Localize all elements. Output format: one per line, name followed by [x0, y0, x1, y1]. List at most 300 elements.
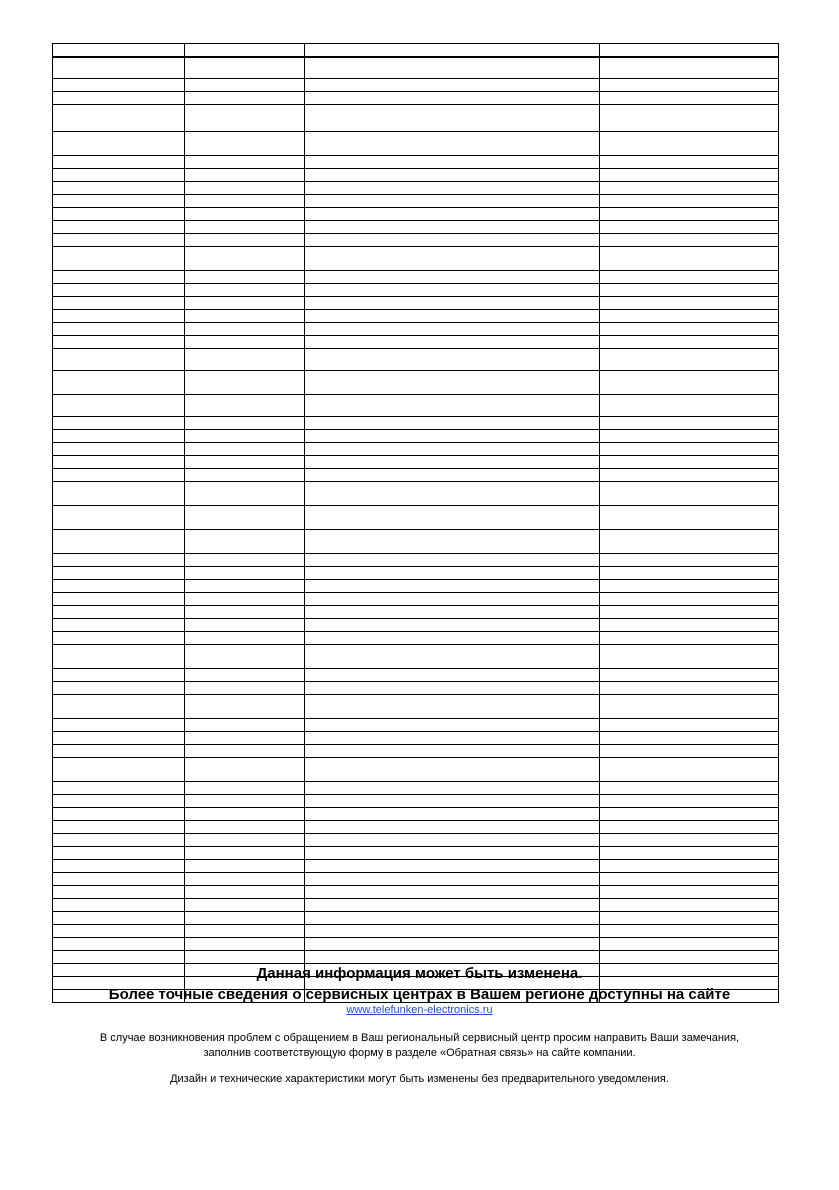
table-row [53, 925, 779, 938]
table-cell [53, 271, 185, 284]
table-cell [305, 182, 600, 195]
table-cell [600, 482, 779, 506]
table-cell [305, 79, 600, 92]
table-cell [185, 682, 305, 695]
table-cell [600, 221, 779, 234]
table-cell [53, 834, 185, 847]
table-cell [53, 395, 185, 417]
table-cell [53, 297, 185, 310]
design-disclaimer: Дизайн и технические характеристики могут быть изменены без предварительного уведомления. [170, 1073, 669, 1085]
table-cell [305, 297, 600, 310]
table-cell [600, 310, 779, 323]
table-row [53, 182, 779, 195]
table-cell [600, 834, 779, 847]
feedback-line-1: В случае возникновения проблем с обращением в Ваш региональный сервисный центр просим направить Ваши замечания, [99, 1032, 740, 1044]
table-row [53, 847, 779, 860]
table-cell [600, 297, 779, 310]
table-cell [185, 899, 305, 912]
table-cell [53, 669, 185, 682]
table-cell [600, 632, 779, 645]
table-cell [600, 606, 779, 619]
table-row [53, 443, 779, 456]
table-cell [600, 808, 779, 821]
table-cell [185, 57, 305, 79]
table-row [53, 834, 779, 847]
table-cell [305, 695, 600, 719]
table-cell [53, 899, 185, 912]
table-cell [53, 619, 185, 632]
table-cell [600, 443, 779, 456]
table-cell [600, 847, 779, 860]
feedback-note [0, 1031, 839, 1061]
table-row [53, 430, 779, 443]
table-cell [600, 57, 779, 79]
table-cell [185, 208, 305, 221]
table-cell [600, 336, 779, 349]
table-cell [185, 593, 305, 606]
table-cell [53, 234, 185, 247]
table-cell [600, 925, 779, 938]
table-row [53, 695, 779, 719]
table-row [53, 808, 779, 821]
table-cell [185, 169, 305, 182]
notice-subtitle: Более точные сведения о сервисных центрах в Вашем регионе доступны на сайте [108, 986, 731, 1003]
table-cell [185, 530, 305, 554]
table-cell [305, 554, 600, 567]
table-cell [305, 873, 600, 886]
service-centers-table [52, 43, 779, 1003]
table-cell [600, 873, 779, 886]
table-cell [305, 808, 600, 821]
website-link-container [0, 1003, 839, 1017]
table-cell [600, 79, 779, 92]
table-cell [53, 105, 185, 132]
table-cell [305, 57, 600, 79]
table-cell [305, 323, 600, 336]
table-row [53, 899, 779, 912]
table-cell [600, 169, 779, 182]
table-cell [185, 195, 305, 208]
table-row [53, 669, 779, 682]
table-cell [53, 808, 185, 821]
table-row [53, 554, 779, 567]
table-cell [185, 695, 305, 719]
table-cell [185, 873, 305, 886]
table-cell [53, 732, 185, 745]
table-cell [185, 336, 305, 349]
table-row [53, 247, 779, 271]
table-row [53, 323, 779, 336]
table-header-cell [53, 44, 185, 57]
table-cell [600, 860, 779, 873]
table-cell [305, 371, 600, 395]
table-cell [600, 506, 779, 530]
table-cell [53, 745, 185, 758]
table-cell [53, 719, 185, 732]
table-cell [600, 105, 779, 132]
table-cell [53, 567, 185, 580]
table-cell [185, 821, 305, 834]
table-cell [305, 745, 600, 758]
table-cell [600, 695, 779, 719]
feedback-line-2: заполнив соответствующую форму в разделе «Обратная связь» на сайте компании. [203, 1047, 636, 1059]
table-cell [305, 506, 600, 530]
table-cell [185, 79, 305, 92]
table-row [53, 745, 779, 758]
table-row [53, 456, 779, 469]
table-cell [305, 482, 600, 506]
table-cell [600, 719, 779, 732]
table-cell [185, 234, 305, 247]
table-cell [305, 208, 600, 221]
table-cell [53, 57, 185, 79]
table-header-row [53, 44, 779, 57]
table-cell [185, 795, 305, 808]
table-cell [185, 860, 305, 873]
table-row [53, 297, 779, 310]
table-row [53, 567, 779, 580]
table-cell [185, 606, 305, 619]
table-cell [305, 951, 600, 964]
table-cell [53, 821, 185, 834]
table-cell [305, 580, 600, 593]
table-cell [53, 860, 185, 873]
table-cell [600, 234, 779, 247]
table-cell [305, 469, 600, 482]
table-row [53, 938, 779, 951]
table-row [53, 92, 779, 105]
table-row [53, 593, 779, 606]
notice-title: Данная информация может быть изменена. [256, 965, 583, 982]
table-cell [185, 506, 305, 530]
table-cell [53, 310, 185, 323]
table-cell [53, 284, 185, 297]
table-row [53, 271, 779, 284]
table-cell [185, 808, 305, 821]
table-cell [53, 349, 185, 371]
table-row [53, 417, 779, 430]
table-cell [305, 195, 600, 208]
table-cell [185, 371, 305, 395]
table-cell [53, 169, 185, 182]
table-cell [185, 417, 305, 430]
table-cell [185, 951, 305, 964]
table-cell [185, 925, 305, 938]
table-cell [185, 645, 305, 669]
table-row [53, 782, 779, 795]
table-row [53, 951, 779, 964]
table-cell [53, 417, 185, 430]
table-cell [185, 886, 305, 899]
table-cell [53, 430, 185, 443]
table-cell [600, 795, 779, 808]
table-cell [305, 92, 600, 105]
table-row [53, 195, 779, 208]
table-row [53, 886, 779, 899]
table-cell [305, 632, 600, 645]
table-cell [600, 349, 779, 371]
table-cell [53, 506, 185, 530]
table-cell [53, 132, 185, 156]
table-cell [53, 912, 185, 925]
table-cell [53, 156, 185, 169]
table-cell [305, 271, 600, 284]
table-row [53, 795, 779, 808]
table-cell [185, 938, 305, 951]
table-cell [53, 530, 185, 554]
table-cell [305, 782, 600, 795]
table-cell [305, 567, 600, 580]
table-cell [600, 417, 779, 430]
table-row [53, 821, 779, 834]
table-row [53, 395, 779, 417]
table-cell [53, 782, 185, 795]
table-cell [53, 182, 185, 195]
table-cell [305, 925, 600, 938]
table-cell [185, 105, 305, 132]
table-cell [185, 443, 305, 456]
table-cell [53, 221, 185, 234]
table-cell [600, 745, 779, 758]
table-cell [185, 92, 305, 105]
table-cell [600, 580, 779, 593]
table-row [53, 284, 779, 297]
table-row [53, 606, 779, 619]
table-row [53, 482, 779, 506]
table-header-cell [185, 44, 305, 57]
table-cell [600, 395, 779, 417]
table-row [53, 105, 779, 132]
table-row [53, 349, 779, 371]
table-row [53, 912, 779, 925]
table-cell [185, 182, 305, 195]
table-cell [185, 912, 305, 925]
table-cell [185, 271, 305, 284]
table-cell [600, 645, 779, 669]
table-cell [53, 632, 185, 645]
table-cell [600, 567, 779, 580]
table-cell [185, 847, 305, 860]
table-cell [53, 795, 185, 808]
table-cell [185, 430, 305, 443]
table-cell [600, 371, 779, 395]
table-cell [600, 554, 779, 567]
table-row [53, 580, 779, 593]
table-cell [185, 395, 305, 417]
table-cell [305, 645, 600, 669]
table-cell [305, 336, 600, 349]
table-cell [305, 732, 600, 745]
table-cell [305, 221, 600, 234]
table-cell [305, 156, 600, 169]
table-row [53, 169, 779, 182]
table-cell [53, 336, 185, 349]
table-cell [53, 951, 185, 964]
table-cell [53, 247, 185, 271]
table-cell [185, 456, 305, 469]
table-cell [53, 371, 185, 395]
table-cell [305, 619, 600, 632]
table-cell [185, 554, 305, 567]
table-row [53, 873, 779, 886]
table-cell [185, 669, 305, 682]
table-cell [53, 847, 185, 860]
table-cell [600, 886, 779, 899]
table-cell [53, 645, 185, 669]
table-cell [53, 695, 185, 719]
table-row [53, 310, 779, 323]
website-link[interactable]: www.telefunken-electronics.ru [346, 1004, 493, 1016]
table-cell [600, 271, 779, 284]
table-cell [600, 899, 779, 912]
table-cell [53, 593, 185, 606]
table-cell [185, 580, 305, 593]
table-cell [53, 606, 185, 619]
table-cell [305, 395, 600, 417]
table-cell [600, 284, 779, 297]
table-cell [185, 567, 305, 580]
table-cell [305, 349, 600, 371]
table-cell [53, 482, 185, 506]
table-cell [600, 951, 779, 964]
table-row [53, 156, 779, 169]
table-cell [185, 132, 305, 156]
table-cell [600, 912, 779, 925]
table-cell [53, 938, 185, 951]
table-cell [305, 430, 600, 443]
table-cell [185, 221, 305, 234]
table-cell [600, 821, 779, 834]
table-cell [53, 469, 185, 482]
table-row [53, 57, 779, 79]
table-cell [600, 323, 779, 336]
table-cell [600, 619, 779, 632]
table-cell [305, 234, 600, 247]
table-cell [305, 886, 600, 899]
table-cell [600, 132, 779, 156]
table-cell [305, 530, 600, 554]
table-row [53, 79, 779, 92]
table-cell [600, 669, 779, 682]
table-cell [305, 606, 600, 619]
table-cell [600, 732, 779, 745]
table-cell [185, 732, 305, 745]
table-cell [53, 925, 185, 938]
table-cell [185, 619, 305, 632]
table-cell [305, 834, 600, 847]
table-cell [53, 323, 185, 336]
table-cell [600, 469, 779, 482]
table-cell [53, 208, 185, 221]
table-cell [185, 323, 305, 336]
table-cell [185, 297, 305, 310]
table-row [53, 336, 779, 349]
table-row [53, 719, 779, 732]
table-cell [305, 847, 600, 860]
table-row [53, 469, 779, 482]
table-cell [185, 758, 305, 782]
table-row [53, 132, 779, 156]
table-row [53, 758, 779, 782]
table-cell [53, 92, 185, 105]
table-row [53, 234, 779, 247]
table-cell [185, 745, 305, 758]
table-cell [185, 284, 305, 297]
table-cell [305, 719, 600, 732]
table-header-cell [600, 44, 779, 57]
table-cell [600, 156, 779, 169]
table-cell [185, 156, 305, 169]
table-cell [185, 247, 305, 271]
table-cell [185, 632, 305, 645]
table-cell [305, 310, 600, 323]
table-cell [305, 682, 600, 695]
table-cell [53, 554, 185, 567]
table-row [53, 632, 779, 645]
table-cell [600, 758, 779, 782]
table-row [53, 732, 779, 745]
table-cell [600, 456, 779, 469]
table-cell [600, 92, 779, 105]
table-row [53, 860, 779, 873]
table-cell [185, 834, 305, 847]
table-cell [305, 593, 600, 606]
table-cell [185, 482, 305, 506]
table-cell [53, 682, 185, 695]
table-cell [185, 719, 305, 732]
table-cell [53, 456, 185, 469]
table-cell [53, 580, 185, 593]
table-row [53, 221, 779, 234]
table-cell [305, 795, 600, 808]
table-cell [600, 430, 779, 443]
table-cell [185, 469, 305, 482]
table-cell [305, 105, 600, 132]
table-cell [600, 247, 779, 271]
table-header-cell [305, 44, 600, 57]
table-cell [185, 310, 305, 323]
table-cell [185, 349, 305, 371]
table-cell [600, 208, 779, 221]
table-cell [305, 821, 600, 834]
table-cell [600, 182, 779, 195]
table-cell [600, 682, 779, 695]
table-cell [185, 782, 305, 795]
table-cell [600, 593, 779, 606]
table-row [53, 530, 779, 554]
table-row [53, 619, 779, 632]
table-row [53, 506, 779, 530]
table-cell [600, 195, 779, 208]
table-cell [305, 169, 600, 182]
table-cell [305, 758, 600, 782]
table-cell [305, 284, 600, 297]
table-cell [305, 443, 600, 456]
table-cell [305, 938, 600, 951]
table-cell [305, 912, 600, 925]
table-row [53, 682, 779, 695]
table-cell [600, 530, 779, 554]
table-cell [305, 456, 600, 469]
table-row [53, 371, 779, 395]
table-cell [305, 899, 600, 912]
table-row [53, 208, 779, 221]
table-cell [53, 886, 185, 899]
table-cell [305, 669, 600, 682]
table-row [53, 645, 779, 669]
table-cell [305, 247, 600, 271]
table-cell [53, 758, 185, 782]
